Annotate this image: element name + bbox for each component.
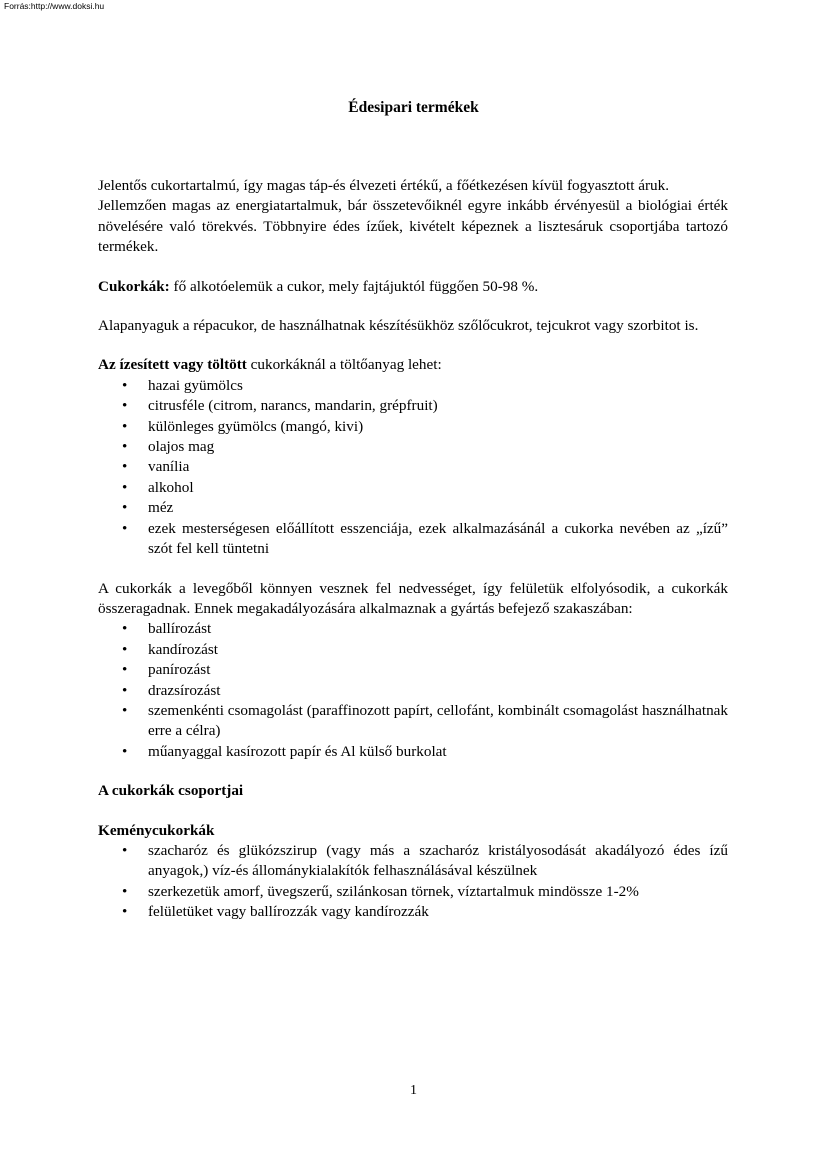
list-item: • méz bbox=[98, 498, 728, 518]
list-item: • kandírozást bbox=[98, 640, 728, 660]
bullet-icon: • bbox=[122, 519, 128, 537]
list-item: • citrusféle (citrom, narancs, mandarin, grépfruit) bbox=[98, 396, 728, 416]
bullet-icon: • bbox=[122, 841, 128, 859]
bullet-icon: • bbox=[122, 417, 128, 435]
bullet-icon: • bbox=[122, 742, 128, 760]
page-title: Édesipari termékek bbox=[348, 99, 479, 116]
kemeny-heading: Keménycukorkák bbox=[98, 821, 215, 839]
list-item: • különleges gyümölcs (mangó, kivi) bbox=[98, 417, 728, 437]
list-item: • alkohol bbox=[98, 478, 728, 498]
source-label: Forrás:http://www.doksi.hu bbox=[4, 1, 105, 11]
bullet-icon: • bbox=[122, 376, 128, 394]
list-item: • panírozást bbox=[98, 660, 728, 680]
alapanyag-paragraph: Alapanyaguk a répacukor, de használhatnak készítésükhöz szőlőcukrot, tejcukrot vagy szorbitot is. bbox=[98, 317, 699, 335]
intro-paragraph-2: Jellemzően magas az energiatartalmuk, bár összetevőiknél egyre inkább érvényesül a biológiai érték növelésére való törekvés. Többnyire édes ízűek, kivételt képeznek a lisztesáruk csoportjába tartozó termékek. bbox=[98, 197, 728, 256]
list-item: • ballírozást bbox=[98, 619, 728, 639]
page-number: 1 bbox=[410, 1083, 417, 1098]
bullet-icon: • bbox=[122, 903, 128, 921]
list-item: • szerkezetük amorf, üvegszerű, szilánkosan törnek, víztartalmuk mindössze 1-2% bbox=[98, 882, 728, 902]
bullet-icon: • bbox=[122, 661, 128, 679]
bullet-icon: • bbox=[122, 640, 128, 658]
bullet-icon: • bbox=[122, 458, 128, 476]
list-item: • szacharóz és glükózszirup (vagy más a szacharóz kristályosodását akadályozó édes ízű anyagok,) víz-és állománykialakítók felhasználásával készülnek bbox=[122, 841, 728, 880]
kemeny-list bbox=[98, 841, 728, 923]
bullet-icon: • bbox=[122, 620, 128, 638]
izesitett-paragraph bbox=[98, 355, 728, 375]
list-item: • ezek mesterségesen előállított esszenciája, ezek alkalmazásánál a cukorka nevében az „ízű” szót fel kell tüntetni bbox=[122, 519, 728, 558]
bullet-icon: • bbox=[122, 438, 128, 456]
bullet-icon: • bbox=[122, 882, 128, 900]
cukorkak-paragraph bbox=[98, 277, 728, 297]
list-item: • drazsírozást bbox=[98, 681, 728, 701]
izesitett-list bbox=[98, 376, 728, 560]
csoportok-heading: A cukorkák csoportjai bbox=[98, 782, 244, 800]
cukorkak-text: fő alkotóelemük a cukor, mely fajtájuktól függően 50-98 %. bbox=[169, 277, 539, 295]
list-item: • szemenkénti csomagolást (paraffinozott papírt, cellofánt, kombinált csomagolást használhatnak erre a célra) bbox=[122, 701, 728, 740]
list-item: • hazai gyümölcs bbox=[98, 376, 728, 396]
list-item: • vanília bbox=[98, 457, 728, 477]
document-body bbox=[98, 176, 728, 923]
bullet-icon: • bbox=[122, 397, 128, 415]
nedvesseg-paragraph: A cukorkák a levegőből könnyen vesznek fel nedvességet, így felületük elfolyósodik, a cukorkák összeragadnak. Ennek megakadályozására alkalmaznak a gyártás befejező szakaszában: bbox=[98, 579, 728, 617]
intro-paragraph-1: Jelentős cukortartalmú, így magas táp-és élvezeti értékű, a főétkezésen kívül fogyasztott áruk. bbox=[98, 177, 670, 194]
list-item: • felületüket vagy ballírozzák vagy kandírozzák bbox=[98, 902, 728, 922]
cukorkak-label: Cukorkák: bbox=[98, 277, 170, 295]
izesitett-text: cukorkáknál a töltőanyag lehet: bbox=[246, 356, 442, 374]
list-item: • műanyaggal kasírozott papír és Al külső burkolat bbox=[98, 742, 728, 762]
bullet-icon: • bbox=[122, 499, 128, 517]
bullet-icon: • bbox=[122, 478, 128, 496]
nedvesseg-list bbox=[98, 619, 728, 762]
bullet-icon: • bbox=[122, 701, 128, 719]
bullet-icon: • bbox=[122, 681, 128, 699]
izesitett-label: Az ízesített vagy töltött bbox=[98, 356, 247, 374]
list-item: • olajos mag bbox=[98, 437, 728, 457]
